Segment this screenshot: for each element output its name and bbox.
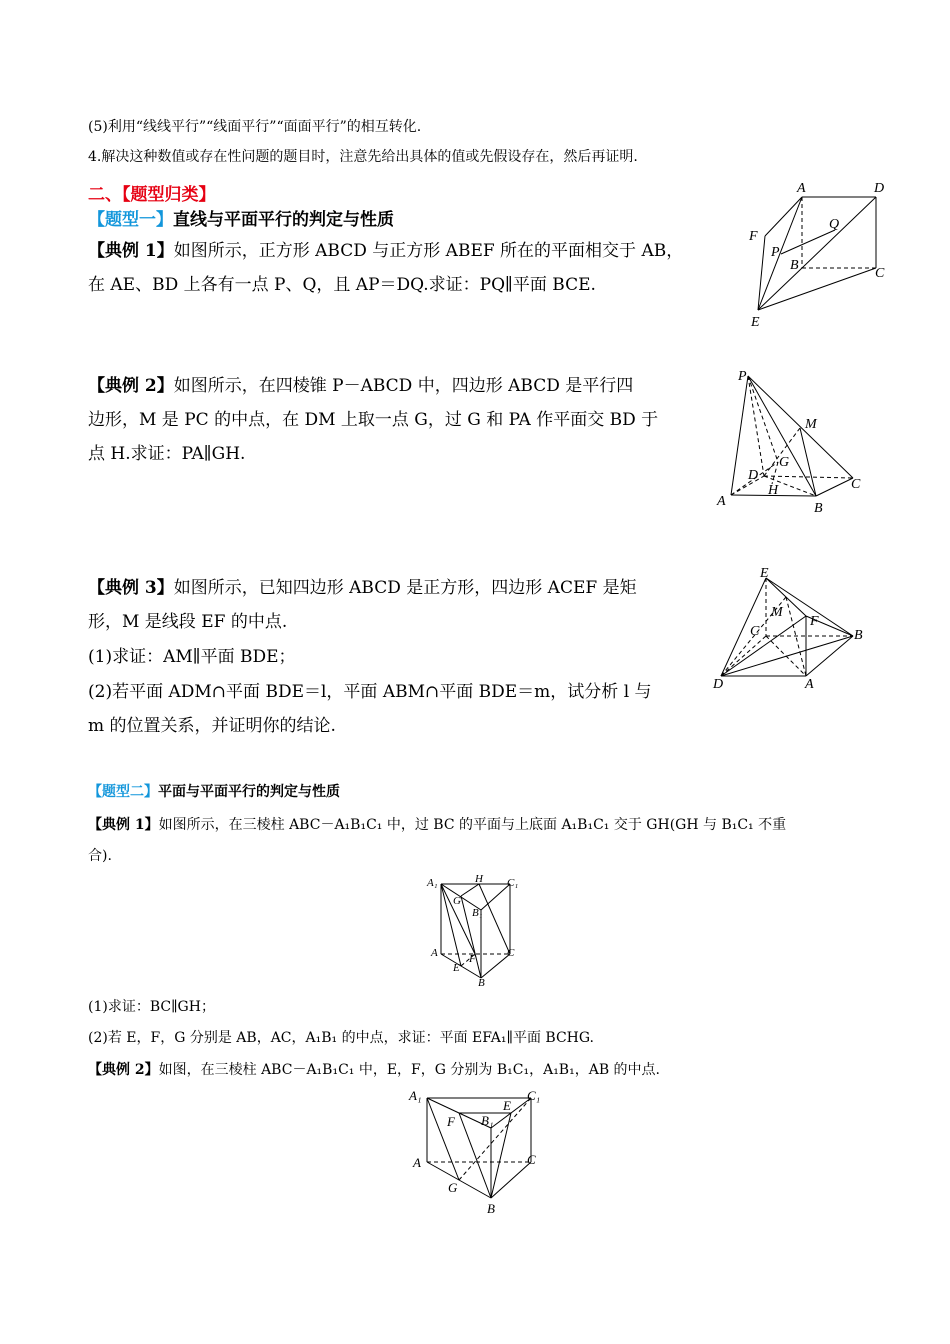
fig3-label-m: M	[771, 605, 783, 620]
ex3-line1	[88, 573, 637, 598]
fig3-label-d: D	[713, 677, 724, 692]
t2-ex2-tag: 【典例 2】	[88, 1062, 159, 1078]
fig1-label-p: P	[771, 245, 780, 260]
fig3-label-c: C	[750, 624, 760, 639]
fig4-label-a1: A₁	[427, 877, 438, 889]
fig4-label-e: E	[453, 962, 460, 974]
fig2-label-m: M	[805, 417, 817, 432]
fig5-label-c1: C₁	[527, 1088, 541, 1103]
figure-3-diagram	[710, 564, 870, 694]
t2-ex1-line2: 合).	[88, 848, 112, 864]
ex3-tag: 【典例 3】	[88, 578, 174, 598]
figure-4-diagram	[425, 870, 525, 988]
ex2-line2: 边形，M 是 PC 的中点，在 DM 上取一点 G，过 G 和 PA 作平面交 BD 于	[88, 410, 659, 430]
fig4-label-b: B	[478, 977, 485, 988]
type2-title: 平面与平面平行的判定与性质	[158, 784, 340, 800]
ex2-text1: 如图所示，在四棱锥 P－ABCD 中，四边形 ABCD 是平行四	[173, 376, 634, 396]
ex2-line3: 点 H.求证：PA∥GH.	[88, 444, 246, 464]
ex3-line2: 形，M 是线段 EF 的中点.	[88, 612, 288, 632]
t2-ex1-line1	[88, 814, 786, 834]
fig2-label-h: H	[768, 483, 779, 498]
fig5-label-a: A	[413, 1155, 421, 1170]
figure-1-diagram	[745, 178, 895, 330]
fig5-label-g: G	[448, 1180, 458, 1195]
section-title: 二、【题型归类】	[88, 185, 216, 205]
fig4-label-c: C	[507, 947, 515, 959]
fig5-label-c: C	[527, 1152, 536, 1167]
type1-heading	[88, 205, 394, 230]
t2-ex2-line1	[88, 1059, 660, 1079]
fig3-label-e: E	[760, 566, 769, 581]
fig5-label-f: F	[447, 1114, 455, 1129]
ex3-q2a: (2)若平面 ADM∩平面 BDE＝l，平面 ABM∩平面 BDE＝m，试分析 l 与	[88, 682, 652, 702]
fig4-label-h: H	[475, 873, 483, 885]
ex1-tag: 【典例 1】	[88, 241, 174, 261]
ex1-line1	[88, 236, 683, 261]
ex3-text1: 如图所示，已知四边形 ABCD 是正方形，四边形 ACEF 是矩	[173, 578, 637, 598]
intro-line-4: 4.解决这种数值或存在性问题的题目时，注意先给出具体的值或先假设存在，然后再证明.	[88, 149, 638, 165]
fig2-label-a: A	[717, 494, 726, 509]
type1-title: 直线与平面平行的判定与性质	[173, 210, 394, 230]
intro-line-5: (5)利用“线线平行”“线面平行”“面面平行”的相互转化.	[88, 119, 422, 135]
fig3-label-f: F	[810, 614, 819, 629]
fig2-label-d: D	[748, 468, 759, 483]
fig1-label-b: B	[790, 258, 799, 273]
t2-ex2-text1: 如图，在三棱柱 ABC－A₁B₁C₁ 中，E，F，G 分别为 B₁C₁，A₁B₁，AB 的中点.	[158, 1062, 661, 1078]
ex1-line2: 在 AE、BD 上各有一点 P、Q，且 AP＝DQ.求证：PQ∥平面 BCE.	[88, 275, 596, 295]
fig4-label-c1: C₁	[507, 877, 519, 889]
fig2-label-c: C	[851, 477, 861, 492]
fig4-label-f: F	[469, 953, 476, 965]
fig4-label-a: A	[431, 947, 438, 959]
fig1-label-e: E	[751, 315, 760, 330]
fig1-label-f: F	[749, 229, 758, 244]
fig1-label-d: D	[874, 181, 885, 196]
type2-tag: 【题型二】	[88, 784, 158, 800]
fig5-label-a1: A₁	[409, 1088, 422, 1103]
fig2-label-p: P	[738, 369, 747, 384]
t2-ex1-q2: (2)若 E，F，G 分别是 AB，AC，A₁B₁ 的中点，求证：平面 EFA₁∥平面 BCHG.	[88, 1030, 595, 1046]
t2-ex1-text1: 如图所示，在三棱柱 ABC－A₁B₁C₁ 中，过 BC 的平面与上底面 A₁B₁C₁ 交于 GH(GH 与 B₁C₁ 不重	[158, 817, 787, 833]
fig4-label-g: G	[453, 895, 461, 907]
fig2-label-b: B	[814, 501, 823, 516]
t2-ex1-q1: (1)求证：BC∥GH；	[88, 999, 215, 1015]
ex2-tag: 【典例 2】	[88, 376, 174, 396]
type1-tag: 【题型一】	[88, 210, 173, 230]
fig5-label-e: E	[503, 1098, 511, 1113]
ex2-line1	[88, 371, 633, 396]
fig3-label-b: B	[854, 628, 863, 643]
fig2-label-g: G	[779, 455, 790, 470]
fig3-label-a: A	[805, 677, 814, 692]
ex3-q1: (1)求证：AM∥平面 BDE；	[88, 647, 296, 667]
figure-2-diagram	[712, 362, 872, 517]
t2-ex1-tag: 【典例 1】	[88, 817, 159, 833]
type2-heading	[88, 781, 340, 801]
fig5-label-b: B	[487, 1201, 495, 1216]
fig5-label-b1: B₁	[481, 1113, 494, 1128]
fig1-label-c: C	[875, 266, 885, 281]
fig4-label-b1: B₁	[472, 907, 483, 919]
ex1-text1: 如图所示，正方形 ABCD 与正方形 ABEF 所在的平面相交于 AB，	[173, 241, 684, 261]
ex3-q2b: m 的位置关系，并证明你的结论.	[88, 716, 336, 736]
fig1-label-q: Q	[829, 217, 840, 232]
fig1-label-a: A	[797, 181, 806, 196]
figure-5-diagram	[405, 1086, 555, 1216]
